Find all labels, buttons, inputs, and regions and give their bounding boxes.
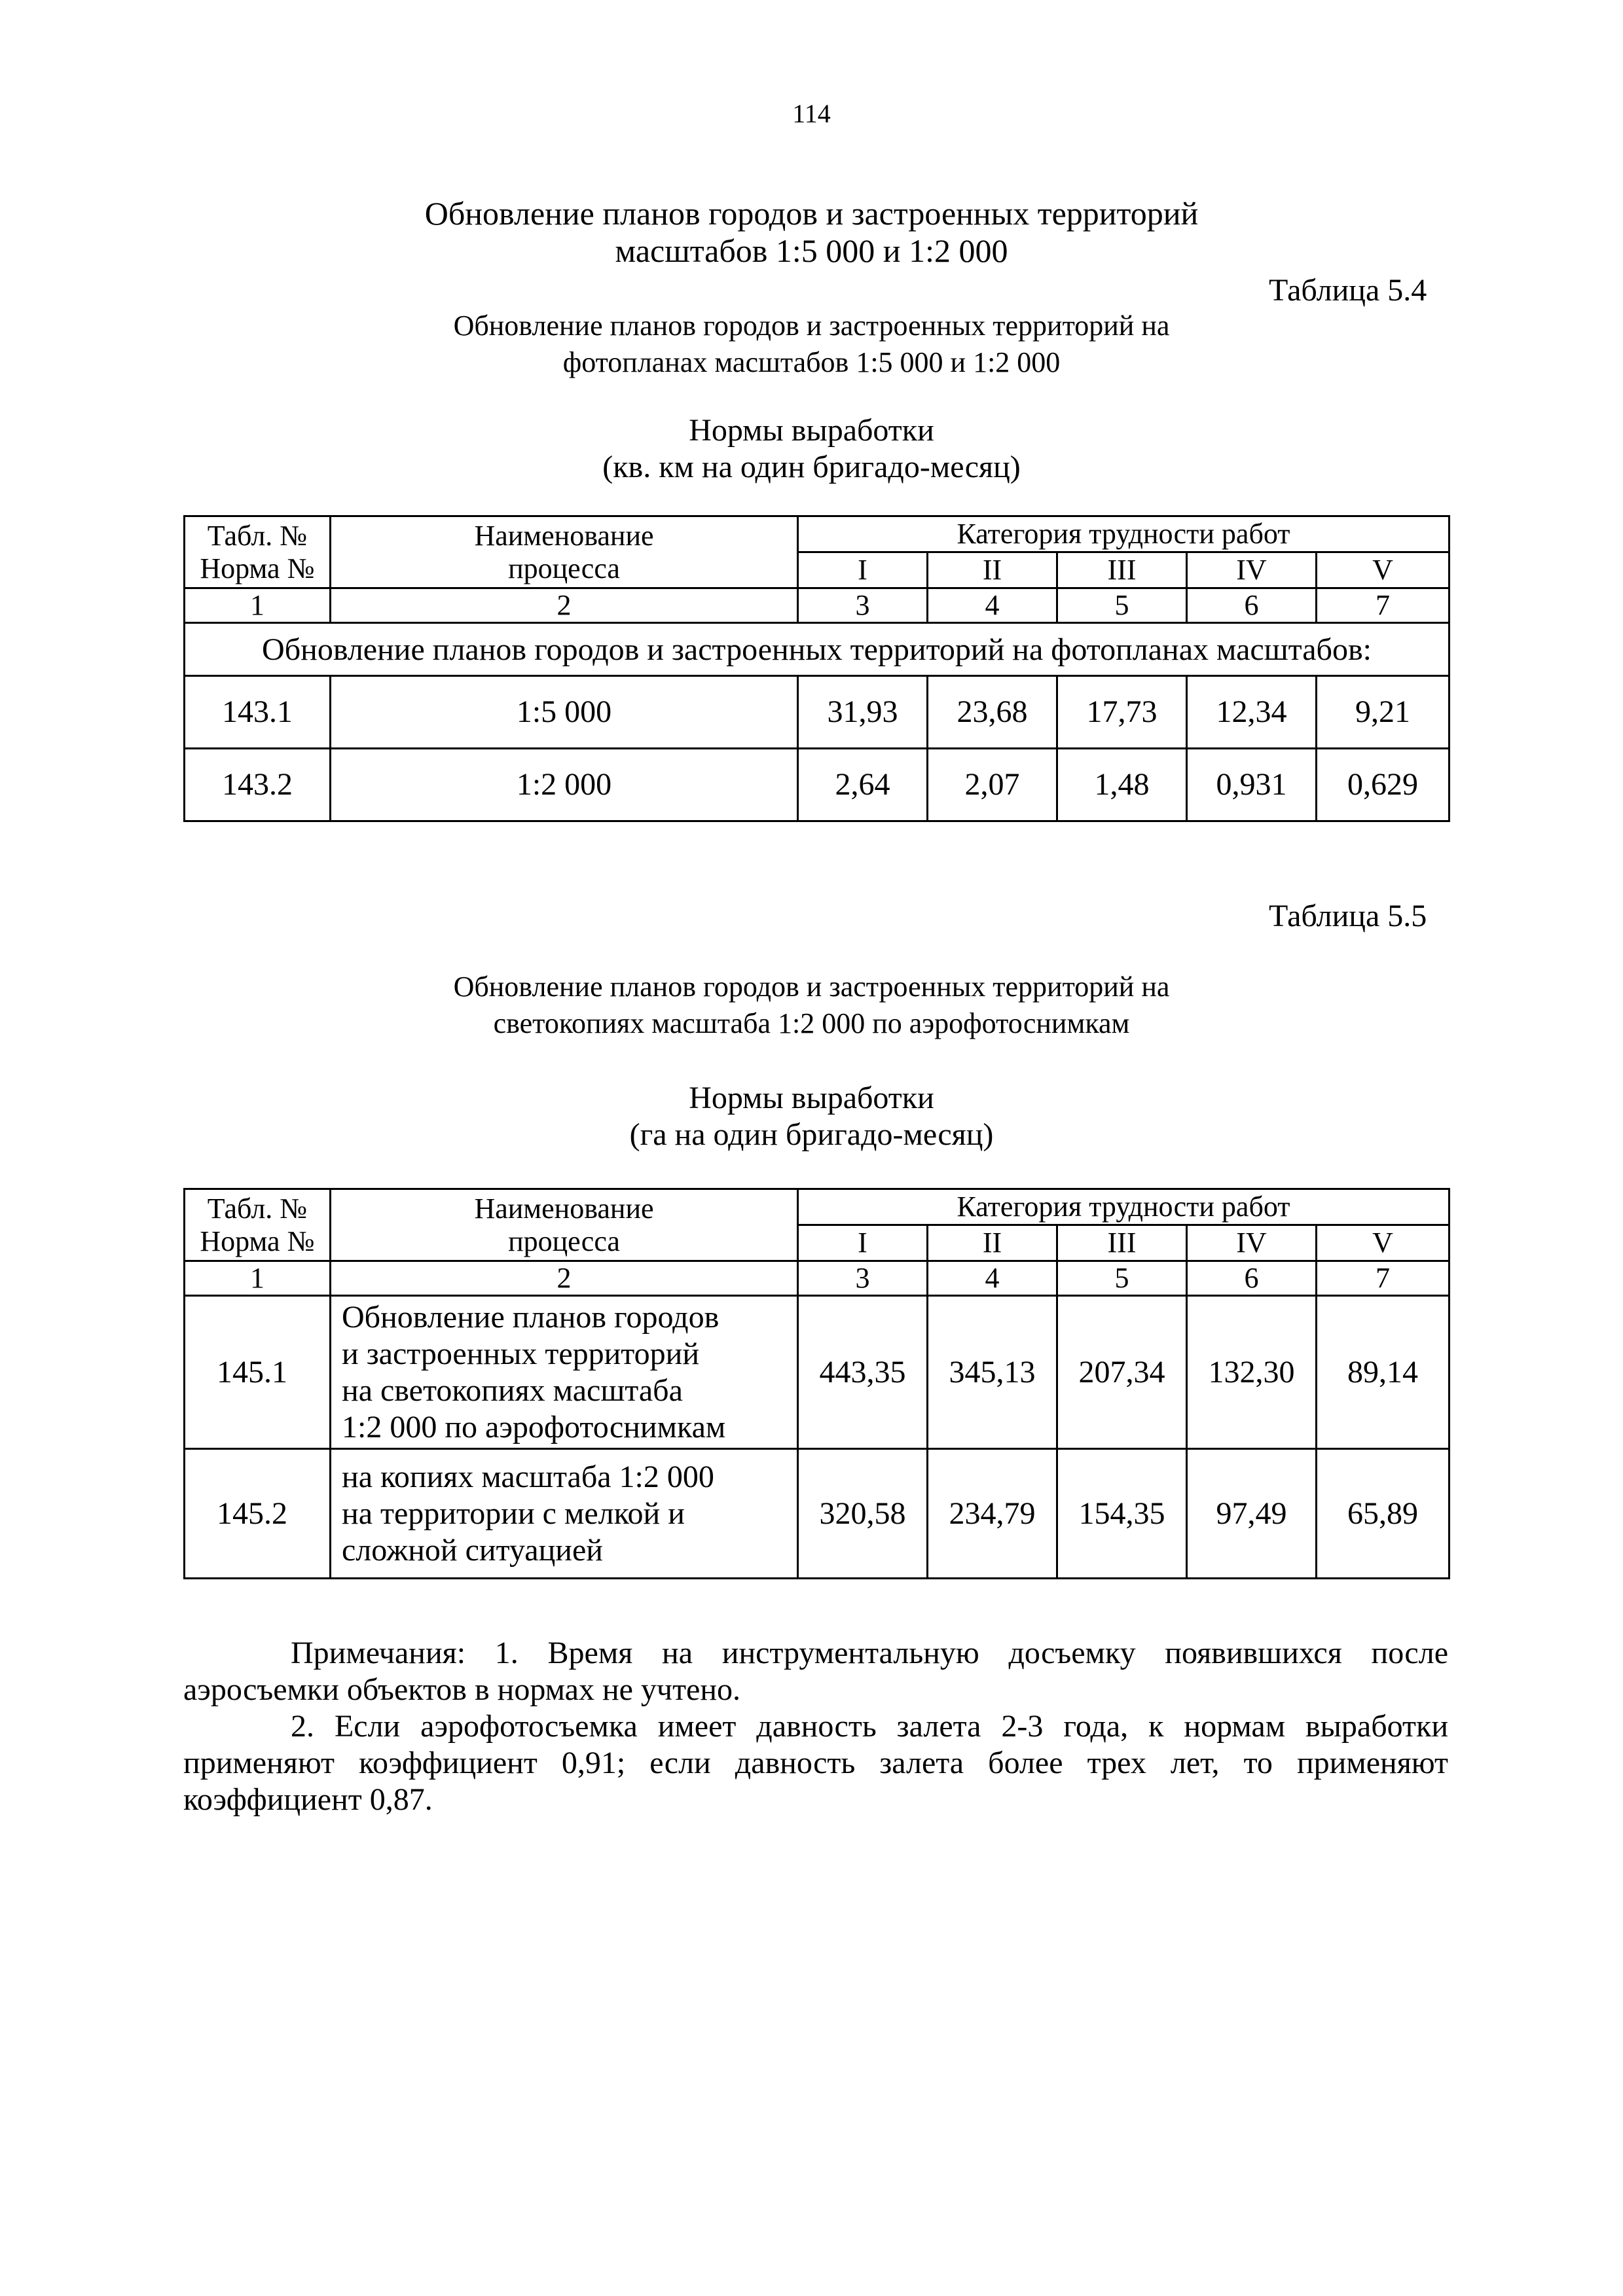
- value-cell: 97,49: [1187, 1449, 1317, 1579]
- table-5-5-norms: [0, 1080, 1623, 1153]
- process-line: на светокопиях масштаба: [342, 1372, 683, 1408]
- process-name: [331, 1296, 798, 1449]
- note-1: Примечания: 1. Время на инструментальную досъемку появившихся после аэросъемки объектов в нормах не учтено.: [183, 1636, 1448, 1707]
- value-cell: 2,64: [798, 749, 928, 821]
- table-5-4-caption-line-2: фотопланах масштабов 1:5 000 и 1:2 000: [562, 346, 1061, 378]
- header-norm-line-1: Табл. №: [207, 519, 308, 552]
- table-5-4-section-row: [185, 623, 1450, 676]
- header-process-name: [331, 516, 798, 588]
- table-5-5-column-numbers: [185, 1261, 1450, 1296]
- section-title-line-1: Обновление планов городов и застроенных территорий: [424, 195, 1199, 232]
- header-roman: V: [1317, 1225, 1450, 1261]
- value-cell: 132,30: [1187, 1296, 1317, 1449]
- header-roman: III: [1057, 552, 1187, 588]
- header-process-line-1: Наименование: [474, 519, 654, 552]
- column-number: 3: [798, 588, 928, 623]
- value-cell: 65,89: [1317, 1449, 1450, 1579]
- table-5-5-caption: [0, 969, 1623, 1042]
- table-5-5-norms-unit: (га на один бригадо-месяц): [629, 1117, 994, 1152]
- value-cell: 207,34: [1057, 1296, 1187, 1449]
- header-roman: IV: [1187, 552, 1317, 588]
- value-cell: 0,931: [1187, 749, 1317, 821]
- process-name: [331, 1449, 798, 1579]
- header-norm-line-2: Норма №: [200, 1225, 315, 1257]
- value-cell: 234,79: [928, 1449, 1057, 1579]
- value-cell: 9,21: [1317, 676, 1450, 749]
- header-norm-line-1: Табл. №: [207, 1192, 308, 1225]
- value-cell: 320,58: [798, 1449, 928, 1579]
- column-number: 6: [1187, 588, 1317, 623]
- table-row: [185, 1296, 1450, 1449]
- column-number: 4: [928, 1261, 1057, 1296]
- header-roman: II: [928, 1225, 1057, 1261]
- header-roman: III: [1057, 1225, 1187, 1261]
- table-5-4-norms-title: Нормы выработки: [689, 413, 934, 448]
- process-line: и застроенных территорий: [342, 1336, 700, 1371]
- table-5-5: [183, 1188, 1450, 1579]
- column-number: 7: [1317, 1261, 1450, 1296]
- header-category: Категория трудности работ: [798, 1189, 1450, 1225]
- table-5-5-caption-line-2: светокопиях масштаба 1:2 000 по аэрофотоснимкам: [493, 1007, 1130, 1039]
- table-row: [185, 1449, 1450, 1579]
- page-number: 114: [792, 99, 831, 128]
- table-5-5-header-row: [185, 1189, 1450, 1225]
- column-number: 7: [1317, 588, 1450, 623]
- column-number: 2: [331, 1261, 798, 1296]
- header-process-name: [331, 1189, 798, 1261]
- process-line: сложной ситуацией: [342, 1532, 603, 1568]
- table-5-5-label: Таблица 5.5: [1269, 899, 1427, 933]
- process-name: 1:2 000: [331, 749, 798, 821]
- norm-number: 145.2: [185, 1449, 331, 1579]
- table-5-4-caption-line-1: Обновление планов городов и застроенных территорий на: [453, 310, 1170, 342]
- process-line: на копиях масштаба 1:2 000: [342, 1459, 714, 1494]
- header-roman: IV: [1187, 1225, 1317, 1261]
- column-number: 5: [1057, 1261, 1187, 1296]
- table-5-5-norms-title: Нормы выработки: [689, 1081, 934, 1115]
- value-cell: 443,35: [798, 1296, 928, 1449]
- note-2: 2. Если аэрофотосъемка имеет давность залета 2-3 года, к нормам выработки применяют коэффициент 0,91; если давность залета более трех лет, то применяют коэффициент 0,87.: [183, 1709, 1448, 1817]
- notes: [183, 1635, 1448, 1818]
- header-roman: I: [798, 1225, 928, 1261]
- header-category: Категория трудности работ: [798, 516, 1450, 552]
- column-number: 1: [185, 1261, 331, 1296]
- header-process-line-2: процесса: [508, 1225, 620, 1257]
- table-5-4-header-row: [185, 516, 1450, 552]
- process-line: на территории с мелкой и: [342, 1496, 685, 1531]
- header-roman: II: [928, 552, 1057, 588]
- column-number: 1: [185, 588, 331, 623]
- table-5-4-norms-unit: (кв. км на один бригадо-месяц): [602, 450, 1021, 484]
- value-cell: 23,68: [928, 676, 1057, 749]
- value-cell: 12,34: [1187, 676, 1317, 749]
- header-norm-number: [185, 1189, 331, 1261]
- table-row: [185, 749, 1450, 821]
- column-number: 3: [798, 1261, 928, 1296]
- column-number: 2: [331, 588, 798, 623]
- norm-number: 145.1: [185, 1296, 331, 1449]
- process-line: Обновление планов городов: [342, 1299, 720, 1335]
- norm-number: 143.2: [185, 749, 331, 821]
- value-cell: 89,14: [1317, 1296, 1450, 1449]
- value-cell: 345,13: [928, 1296, 1057, 1449]
- section-title-line-2: масштабов 1:5 000 и 1:2 000: [615, 232, 1008, 269]
- header-process-line-2: процесса: [508, 552, 620, 584]
- header-process-line-1: Наименование: [474, 1192, 654, 1225]
- value-cell: 31,93: [798, 676, 928, 749]
- process-name: 1:5 000: [331, 676, 798, 749]
- value-cell: 17,73: [1057, 676, 1187, 749]
- column-number: 6: [1187, 1261, 1317, 1296]
- process-line: 1:2 000 по аэрофотоснимкам: [342, 1409, 726, 1444]
- header-norm-number: [185, 516, 331, 588]
- section-row-label: Обновление планов городов и застроенных территорий на фотопланах масштабов:: [185, 623, 1450, 676]
- column-number: 5: [1057, 588, 1187, 623]
- table-5-4-label: Таблица 5.4: [1269, 273, 1427, 308]
- header-norm-line-2: Норма №: [200, 552, 315, 584]
- table-5-4-column-numbers: [185, 588, 1450, 623]
- header-roman: V: [1317, 552, 1450, 588]
- column-number: 4: [928, 588, 1057, 623]
- value-cell: 1,48: [1057, 749, 1187, 821]
- section-title: [0, 195, 1623, 270]
- table-5-4-caption: [0, 308, 1623, 381]
- table-5-5-caption-line-1: Обновление планов городов и застроенных территорий на: [453, 971, 1170, 1003]
- value-cell: 0,629: [1317, 749, 1450, 821]
- value-cell: 154,35: [1057, 1449, 1187, 1579]
- table-5-4-norms: [0, 412, 1623, 486]
- value-cell: 2,07: [928, 749, 1057, 821]
- norm-number: 143.1: [185, 676, 331, 749]
- table-5-4: [183, 515, 1450, 822]
- header-roman: I: [798, 552, 928, 588]
- table-row: [185, 676, 1450, 749]
